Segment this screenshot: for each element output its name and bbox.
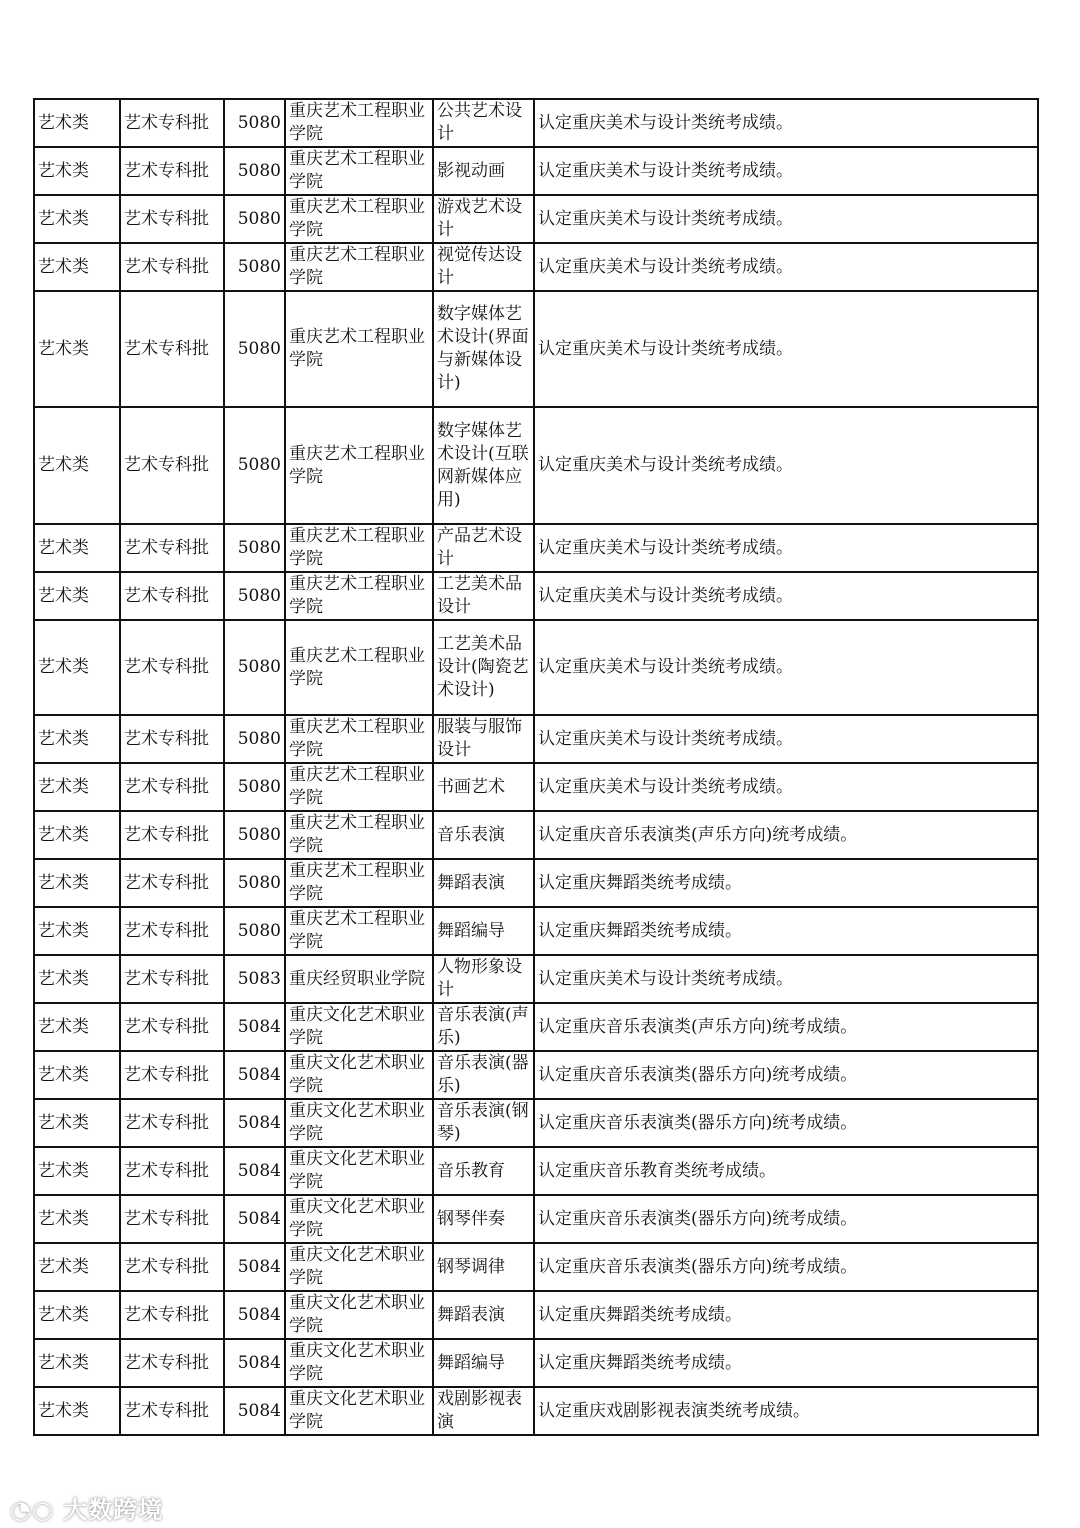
watermark-text: 大数跨境	[63, 1496, 164, 1524]
cell-batch: 艺术专科批	[120, 715, 224, 763]
cell-note: 认定重庆舞蹈类统考成绩。	[534, 1291, 1038, 1339]
cell-type: 艺术类	[34, 524, 120, 572]
table-row	[34, 243, 1038, 291]
cell-type: 艺术类	[34, 763, 120, 811]
cell-type: 艺术类	[34, 291, 120, 407]
cell-batch: 艺术专科批	[120, 1291, 224, 1339]
cell-school: 重庆艺术工程职业学院	[285, 907, 433, 955]
cell-type: 艺术类	[34, 195, 120, 243]
cell-type: 艺术类	[34, 1387, 120, 1435]
cell-batch: 艺术专科批	[120, 99, 224, 147]
cell-school: 重庆艺术工程职业学院	[285, 243, 433, 291]
cell-code: 5084	[224, 1195, 285, 1243]
cell-batch: 艺术专科批	[120, 147, 224, 195]
table-row	[34, 1243, 1038, 1291]
cell-note: 认定重庆舞蹈类统考成绩。	[534, 859, 1038, 907]
cell-note: 认定重庆音乐表演类(器乐方向)统考成绩。	[534, 1099, 1038, 1147]
cell-code: 5080	[224, 572, 285, 620]
cell-code: 5080	[224, 99, 285, 147]
cell-major: 音乐表演(声乐)	[433, 1003, 534, 1051]
cell-type: 艺术类	[34, 811, 120, 859]
cell-major: 视觉传达设计	[433, 243, 534, 291]
cell-type: 艺术类	[34, 1339, 120, 1387]
cell-note: 认定重庆音乐表演类(器乐方向)统考成绩。	[534, 1195, 1038, 1243]
table-row	[34, 1387, 1038, 1435]
cell-batch: 艺术专科批	[120, 1003, 224, 1051]
cell-code: 5080	[224, 524, 285, 572]
cell-school: 重庆文化艺术职业学院	[285, 1387, 433, 1435]
cell-batch: 艺术专科批	[120, 620, 224, 715]
cell-batch: 艺术专科批	[120, 1099, 224, 1147]
cell-code: 5084	[224, 1339, 285, 1387]
cell-school: 重庆文化艺术职业学院	[285, 1291, 433, 1339]
table-row	[34, 572, 1038, 620]
cell-school: 重庆文化艺术职业学院	[285, 1339, 433, 1387]
cell-school: 重庆经贸职业学院	[285, 955, 433, 1003]
table-row	[34, 195, 1038, 243]
cell-note: 认定重庆美术与设计类统考成绩。	[534, 763, 1038, 811]
table-row	[34, 763, 1038, 811]
cell-school: 重庆文化艺术职业学院	[285, 1003, 433, 1051]
table-row	[34, 859, 1038, 907]
cell-type: 艺术类	[34, 1147, 120, 1195]
cell-batch: 艺术专科批	[120, 955, 224, 1003]
table-row	[34, 1147, 1038, 1195]
cell-type: 艺术类	[34, 620, 120, 715]
cell-code: 5080	[224, 811, 285, 859]
cell-code: 5080	[224, 763, 285, 811]
cell-code: 5084	[224, 1387, 285, 1435]
cell-batch: 艺术专科批	[120, 1147, 224, 1195]
cell-school: 重庆文化艺术职业学院	[285, 1051, 433, 1099]
cell-type: 艺术类	[34, 907, 120, 955]
cell-note: 认定重庆戏剧影视表演类统考成绩。	[534, 1387, 1038, 1435]
cell-type: 艺术类	[34, 407, 120, 524]
cell-batch: 艺术专科批	[120, 291, 224, 407]
table-row	[34, 147, 1038, 195]
cell-batch: 艺术专科批	[120, 859, 224, 907]
cell-type: 艺术类	[34, 1051, 120, 1099]
table-row	[34, 811, 1038, 859]
cell-code: 5080	[224, 859, 285, 907]
cell-code: 5084	[224, 1051, 285, 1099]
cell-code: 5080	[224, 243, 285, 291]
admission-table	[33, 98, 1039, 1436]
cell-type: 艺术类	[34, 1195, 120, 1243]
cell-major: 钢琴伴奏	[433, 1195, 534, 1243]
cell-major: 音乐表演(钢琴)	[433, 1099, 534, 1147]
cell-major: 人物形象设计	[433, 955, 534, 1003]
cell-major: 数字媒体艺术设计(互联网新媒体应用)	[433, 407, 534, 524]
cell-type: 艺术类	[34, 859, 120, 907]
table-row	[34, 1051, 1038, 1099]
cell-code: 5084	[224, 1243, 285, 1291]
cell-school: 重庆艺术工程职业学院	[285, 407, 433, 524]
cell-code: 5084	[224, 1099, 285, 1147]
cell-note: 认定重庆美术与设计类统考成绩。	[534, 955, 1038, 1003]
cell-batch: 艺术专科批	[120, 195, 224, 243]
cell-note: 认定重庆音乐教育类统考成绩。	[534, 1147, 1038, 1195]
cell-batch: 艺术专科批	[120, 1195, 224, 1243]
table-row	[34, 407, 1038, 524]
cell-type: 艺术类	[34, 1099, 120, 1147]
cell-major: 音乐教育	[433, 1147, 534, 1195]
cell-code: 5080	[224, 291, 285, 407]
table-row	[34, 291, 1038, 407]
cell-code: 5080	[224, 620, 285, 715]
cell-note: 认定重庆美术与设计类统考成绩。	[534, 407, 1038, 524]
cell-major: 舞蹈编导	[433, 1339, 534, 1387]
cell-major: 音乐表演(器乐)	[433, 1051, 534, 1099]
cell-type: 艺术类	[34, 243, 120, 291]
cell-school: 重庆文化艺术职业学院	[285, 1147, 433, 1195]
cell-code: 5080	[224, 715, 285, 763]
cell-note: 认定重庆音乐表演类(器乐方向)统考成绩。	[534, 1243, 1038, 1291]
cell-major: 工艺美术品设计(陶瓷艺术设计)	[433, 620, 534, 715]
cell-type: 艺术类	[34, 99, 120, 147]
cell-school: 重庆艺术工程职业学院	[285, 859, 433, 907]
cell-note: 认定重庆美术与设计类统考成绩。	[534, 572, 1038, 620]
cell-school: 重庆艺术工程职业学院	[285, 195, 433, 243]
cell-code: 5080	[224, 147, 285, 195]
cell-major: 公共艺术设计	[433, 99, 534, 147]
cell-major: 戏剧影视表演	[433, 1387, 534, 1435]
table-row	[34, 524, 1038, 572]
cell-school: 重庆艺术工程职业学院	[285, 811, 433, 859]
watermark-logo: ◔○ 大数跨境	[10, 1496, 164, 1524]
cell-type: 艺术类	[34, 715, 120, 763]
cell-major: 产品艺术设计	[433, 524, 534, 572]
cell-type: 艺术类	[34, 1291, 120, 1339]
cell-batch: 艺术专科批	[120, 1339, 224, 1387]
cell-major: 游戏艺术设计	[433, 195, 534, 243]
table-row	[34, 99, 1038, 147]
cell-school: 重庆艺术工程职业学院	[285, 291, 433, 407]
cell-school: 重庆文化艺术职业学院	[285, 1195, 433, 1243]
cell-batch: 艺术专科批	[120, 524, 224, 572]
cell-note: 认定重庆美术与设计类统考成绩。	[534, 99, 1038, 147]
cell-school: 重庆文化艺术职业学院	[285, 1243, 433, 1291]
cell-type: 艺术类	[34, 572, 120, 620]
table-row	[34, 1339, 1038, 1387]
cell-note: 认定重庆美术与设计类统考成绩。	[534, 195, 1038, 243]
cell-batch: 艺术专科批	[120, 1051, 224, 1099]
cell-code: 5084	[224, 1147, 285, 1195]
cell-major: 数字媒体艺术设计(界面与新媒体设计)	[433, 291, 534, 407]
table-row	[34, 620, 1038, 715]
cell-major: 舞蹈表演	[433, 859, 534, 907]
cell-type: 艺术类	[34, 1243, 120, 1291]
cell-note: 认定重庆音乐表演类(器乐方向)统考成绩。	[534, 1051, 1038, 1099]
cell-note: 认定重庆音乐表演类(声乐方向)统考成绩。	[534, 811, 1038, 859]
table-row	[34, 1291, 1038, 1339]
cell-major: 舞蹈表演	[433, 1291, 534, 1339]
cell-batch: 艺术专科批	[120, 907, 224, 955]
table-row	[34, 907, 1038, 955]
cell-batch: 艺术专科批	[120, 243, 224, 291]
cell-major: 音乐表演	[433, 811, 534, 859]
cell-school: 重庆艺术工程职业学院	[285, 147, 433, 195]
table-row	[34, 955, 1038, 1003]
cell-type: 艺术类	[34, 1003, 120, 1051]
table-row	[34, 1003, 1038, 1051]
cell-note: 认定重庆美术与设计类统考成绩。	[534, 715, 1038, 763]
cell-school: 重庆艺术工程职业学院	[285, 763, 433, 811]
cell-note: 认定重庆美术与设计类统考成绩。	[534, 243, 1038, 291]
cell-note: 认定重庆美术与设计类统考成绩。	[534, 620, 1038, 715]
cell-note: 认定重庆美术与设计类统考成绩。	[534, 524, 1038, 572]
cell-major: 工艺美术品设计	[433, 572, 534, 620]
cell-school: 重庆文化艺术职业学院	[285, 1099, 433, 1147]
cell-major: 服装与服饰设计	[433, 715, 534, 763]
cell-school: 重庆艺术工程职业学院	[285, 99, 433, 147]
table-row	[34, 715, 1038, 763]
cell-batch: 艺术专科批	[120, 1243, 224, 1291]
cell-code: 5080	[224, 195, 285, 243]
cell-note: 认定重庆美术与设计类统考成绩。	[534, 147, 1038, 195]
cell-type: 艺术类	[34, 955, 120, 1003]
cell-batch: 艺术专科批	[120, 572, 224, 620]
cell-type: 艺术类	[34, 147, 120, 195]
cell-code: 5083	[224, 955, 285, 1003]
cell-batch: 艺术专科批	[120, 763, 224, 811]
table-row	[34, 1099, 1038, 1147]
cell-note: 认定重庆美术与设计类统考成绩。	[534, 291, 1038, 407]
cell-major: 影视动画	[433, 147, 534, 195]
cell-code: 5084	[224, 1291, 285, 1339]
cell-major: 钢琴调律	[433, 1243, 534, 1291]
cell-batch: 艺术专科批	[120, 407, 224, 524]
cell-major: 舞蹈编导	[433, 907, 534, 955]
cell-note: 认定重庆音乐表演类(声乐方向)统考成绩。	[534, 1003, 1038, 1051]
table-row	[34, 1195, 1038, 1243]
cell-code: 5080	[224, 407, 285, 524]
cell-school: 重庆艺术工程职业学院	[285, 524, 433, 572]
cell-school: 重庆艺术工程职业学院	[285, 572, 433, 620]
cell-code: 5080	[224, 907, 285, 955]
cell-batch: 艺术专科批	[120, 811, 224, 859]
cell-school: 重庆艺术工程职业学院	[285, 620, 433, 715]
cell-school: 重庆艺术工程职业学院	[285, 715, 433, 763]
cell-batch: 艺术专科批	[120, 1387, 224, 1435]
cell-code: 5084	[224, 1003, 285, 1051]
cell-major: 书画艺术	[433, 763, 534, 811]
cell-note: 认定重庆舞蹈类统考成绩。	[534, 1339, 1038, 1387]
cell-note: 认定重庆舞蹈类统考成绩。	[534, 907, 1038, 955]
